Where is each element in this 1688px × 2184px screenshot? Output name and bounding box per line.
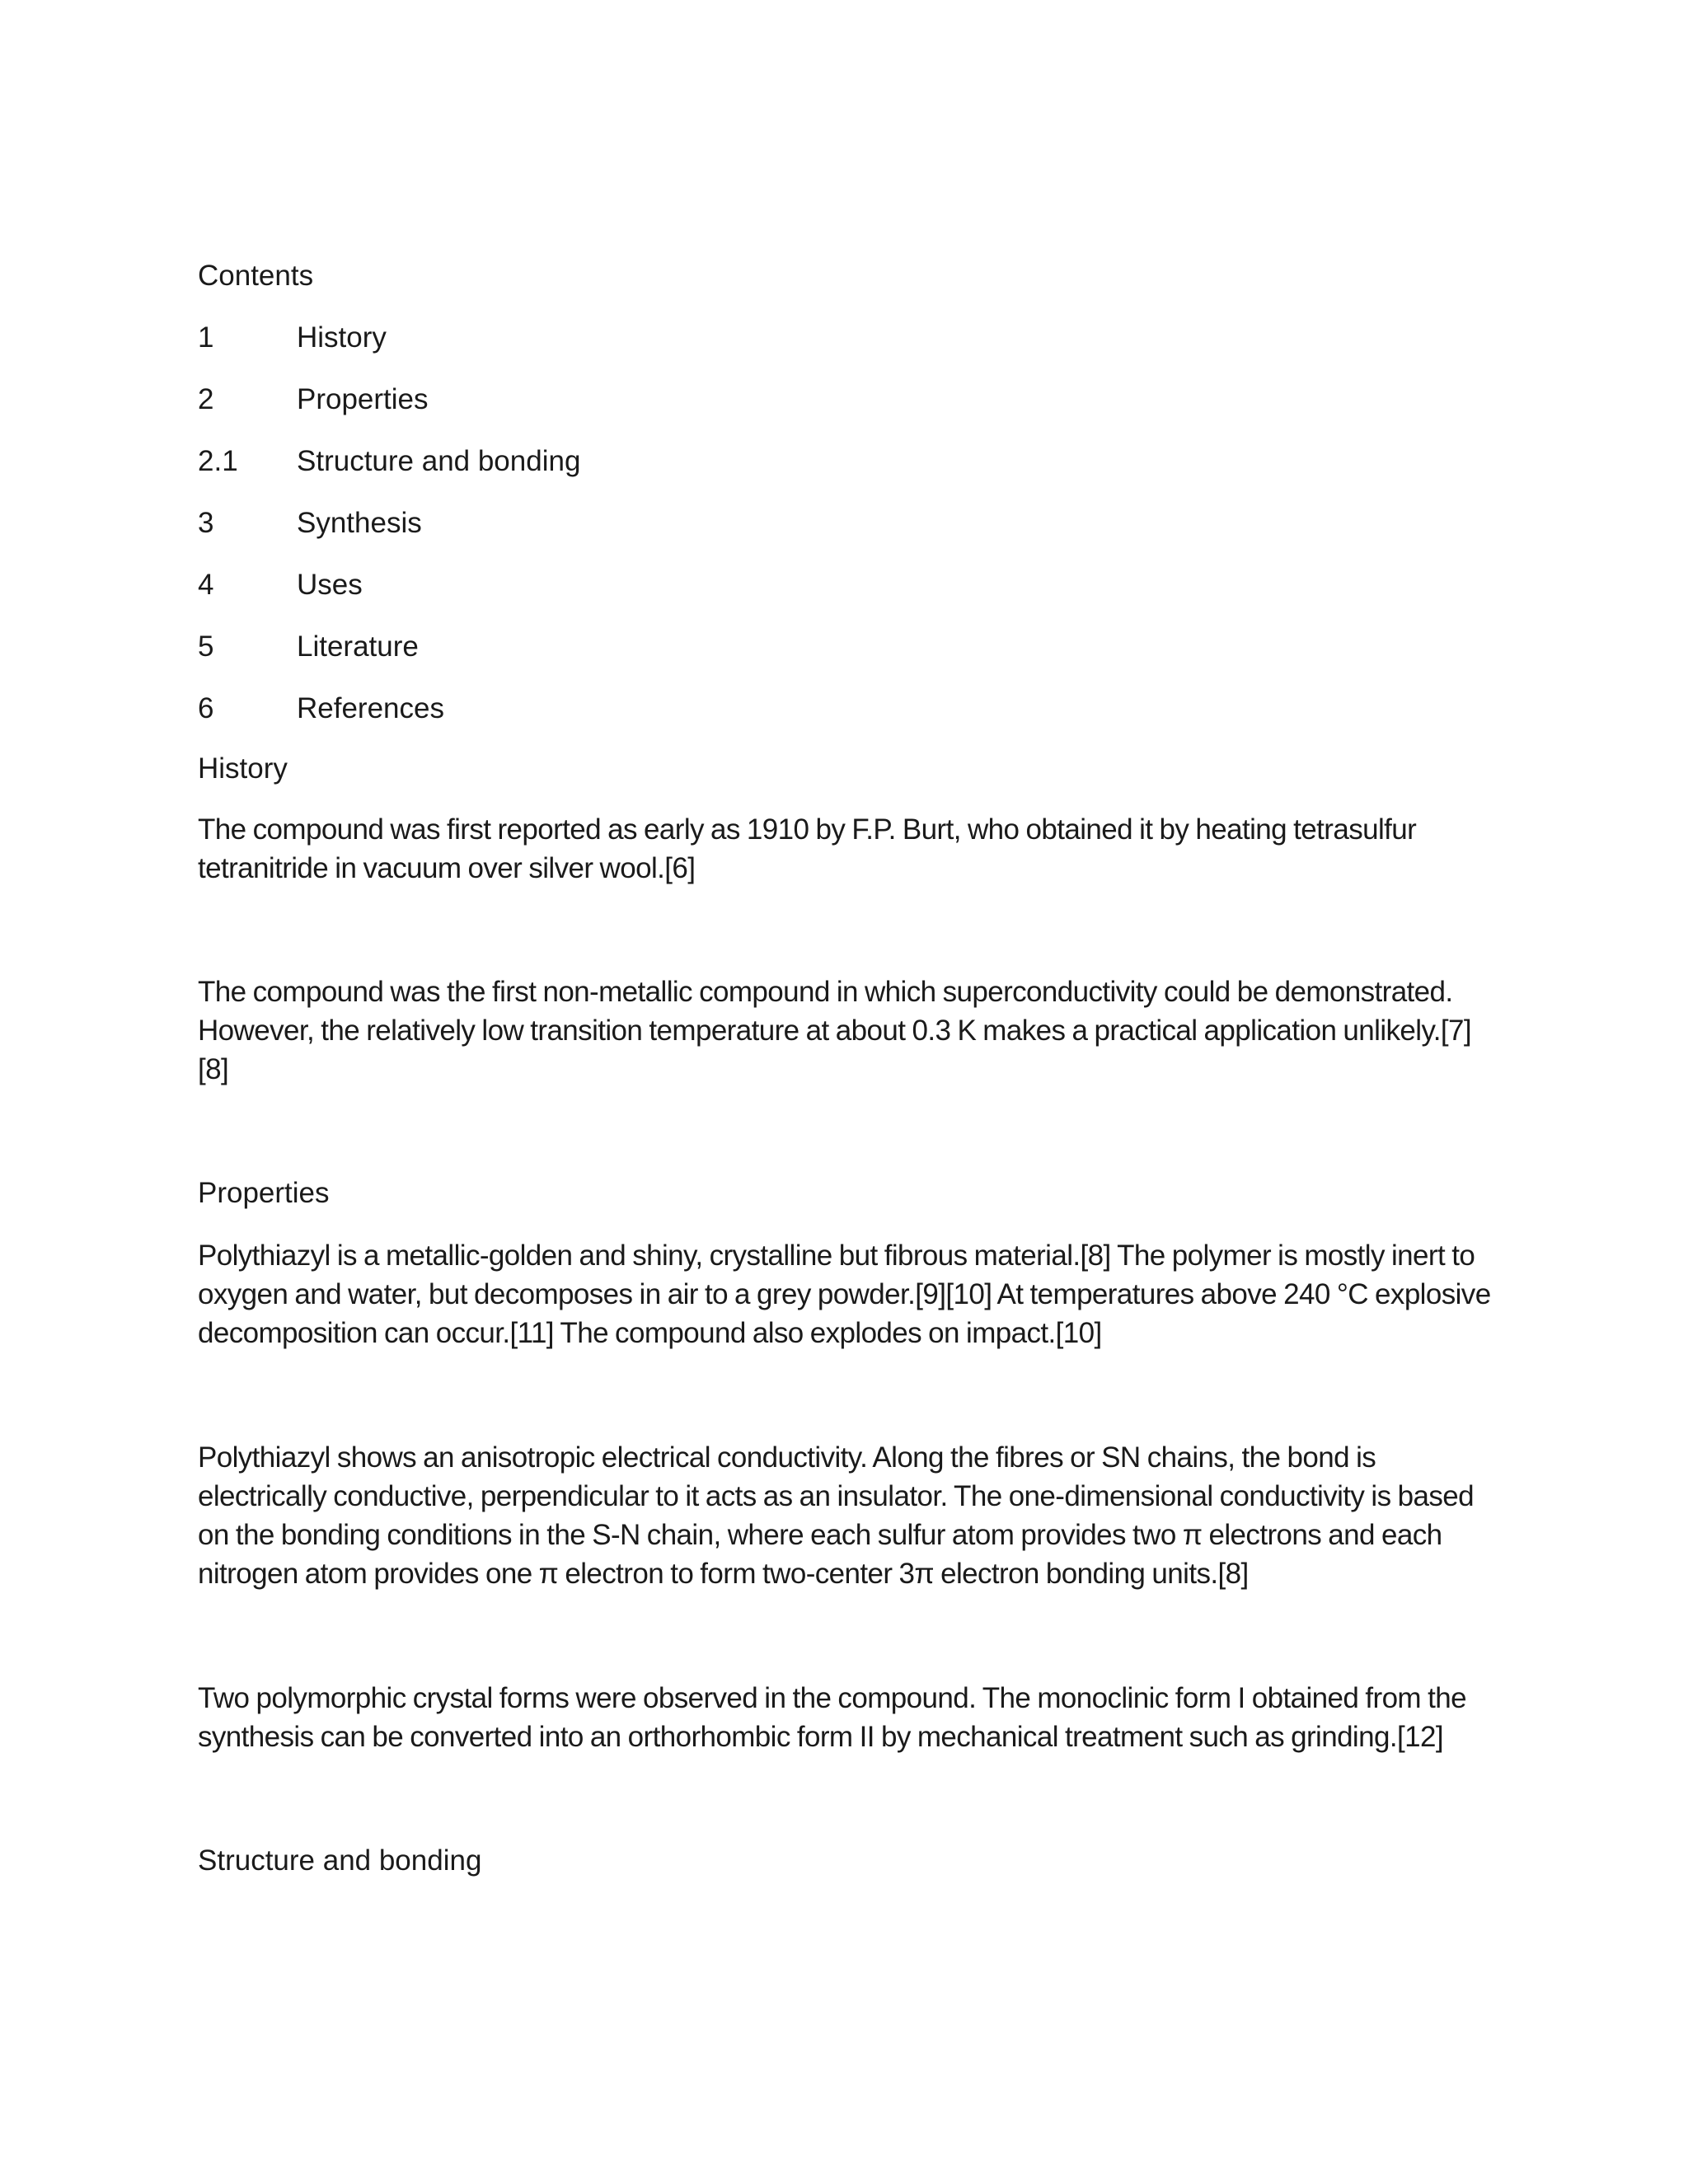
toc-item-number: 4 bbox=[198, 569, 214, 601]
toc-item-history bbox=[198, 319, 1500, 357]
contents-heading: Contents bbox=[198, 260, 314, 292]
toc-item-label: Synthesis bbox=[297, 507, 422, 539]
history-paragraph: The compound was first reported as early as 1910 by F.P. Burt, who obtained it by heating tetrasulfur tetranitride in vacuum over silver wool.[6] bbox=[198, 813, 1417, 884]
toc-item-number: 6 bbox=[198, 692, 214, 724]
toc-item-number: 1 bbox=[198, 321, 214, 354]
section-heading-structure-and-bonding: Structure and bonding bbox=[198, 1844, 482, 1877]
toc-item-number: 2.1 bbox=[198, 445, 238, 477]
properties-paragraph: Two polymorphic crystal forms were observed in the compound. The monoclinic form I obtained from the synthesis can be converted into an orthorhombic form II by mechanical treatment such as grinding.[12] bbox=[198, 1682, 1466, 1753]
history-paragraph: The compound was the first non-metallic compound in which superconductivity could be demonstrated. However, the relatively low transition temperature at about 0.3 K makes a practical application unlikely.[7][8] bbox=[198, 976, 1471, 1085]
section-heading-properties: Properties bbox=[198, 1177, 330, 1209]
toc-item-label: Structure and bonding bbox=[297, 445, 581, 477]
section-heading-history: History bbox=[198, 752, 288, 785]
toc-item-label: Literature bbox=[297, 630, 419, 663]
toc-item-properties bbox=[198, 381, 1500, 419]
toc-item-number: 2 bbox=[198, 383, 214, 415]
document-page bbox=[198, 257, 1500, 1880]
toc-item-structure-and-bonding bbox=[198, 443, 1500, 480]
toc-item-number: 5 bbox=[198, 630, 214, 663]
toc-item-number: 3 bbox=[198, 507, 214, 539]
toc-item-literature bbox=[198, 628, 1500, 666]
toc-item-label: Properties bbox=[297, 383, 429, 415]
properties-paragraph: Polythiazyl shows an anisotropic electrical conductivity. Along the fibres or SN chains, the bond is electrically conductive, perpendicular to it acts as an insulator. The one-dimensional conductivity is based on the bonding conditions in the S-N chain, where each sulfur atom provides two π electrons and each nitrogen atom provides one π electron to form two-center 3π electron bonding units.[8] bbox=[198, 1441, 1474, 1590]
toc-item-label: References bbox=[297, 692, 444, 724]
toc-item-label: History bbox=[297, 321, 387, 354]
toc-item-synthesis bbox=[198, 504, 1500, 542]
toc-item-label: Uses bbox=[297, 569, 363, 601]
toc-item-uses bbox=[198, 566, 1500, 604]
toc-item-references bbox=[198, 690, 1500, 728]
properties-paragraph: Polythiazyl is a metallic-golden and shiny, crystalline but fibrous material.[8] The polymer is mostly inert to oxygen and water, but decomposes in air to a grey powder.[9][10] At temperatures above 240 °C explosive decomposition can occur.[11] The compound also explodes on impact.[10] bbox=[198, 1240, 1491, 1349]
table-of-contents bbox=[198, 319, 1500, 728]
